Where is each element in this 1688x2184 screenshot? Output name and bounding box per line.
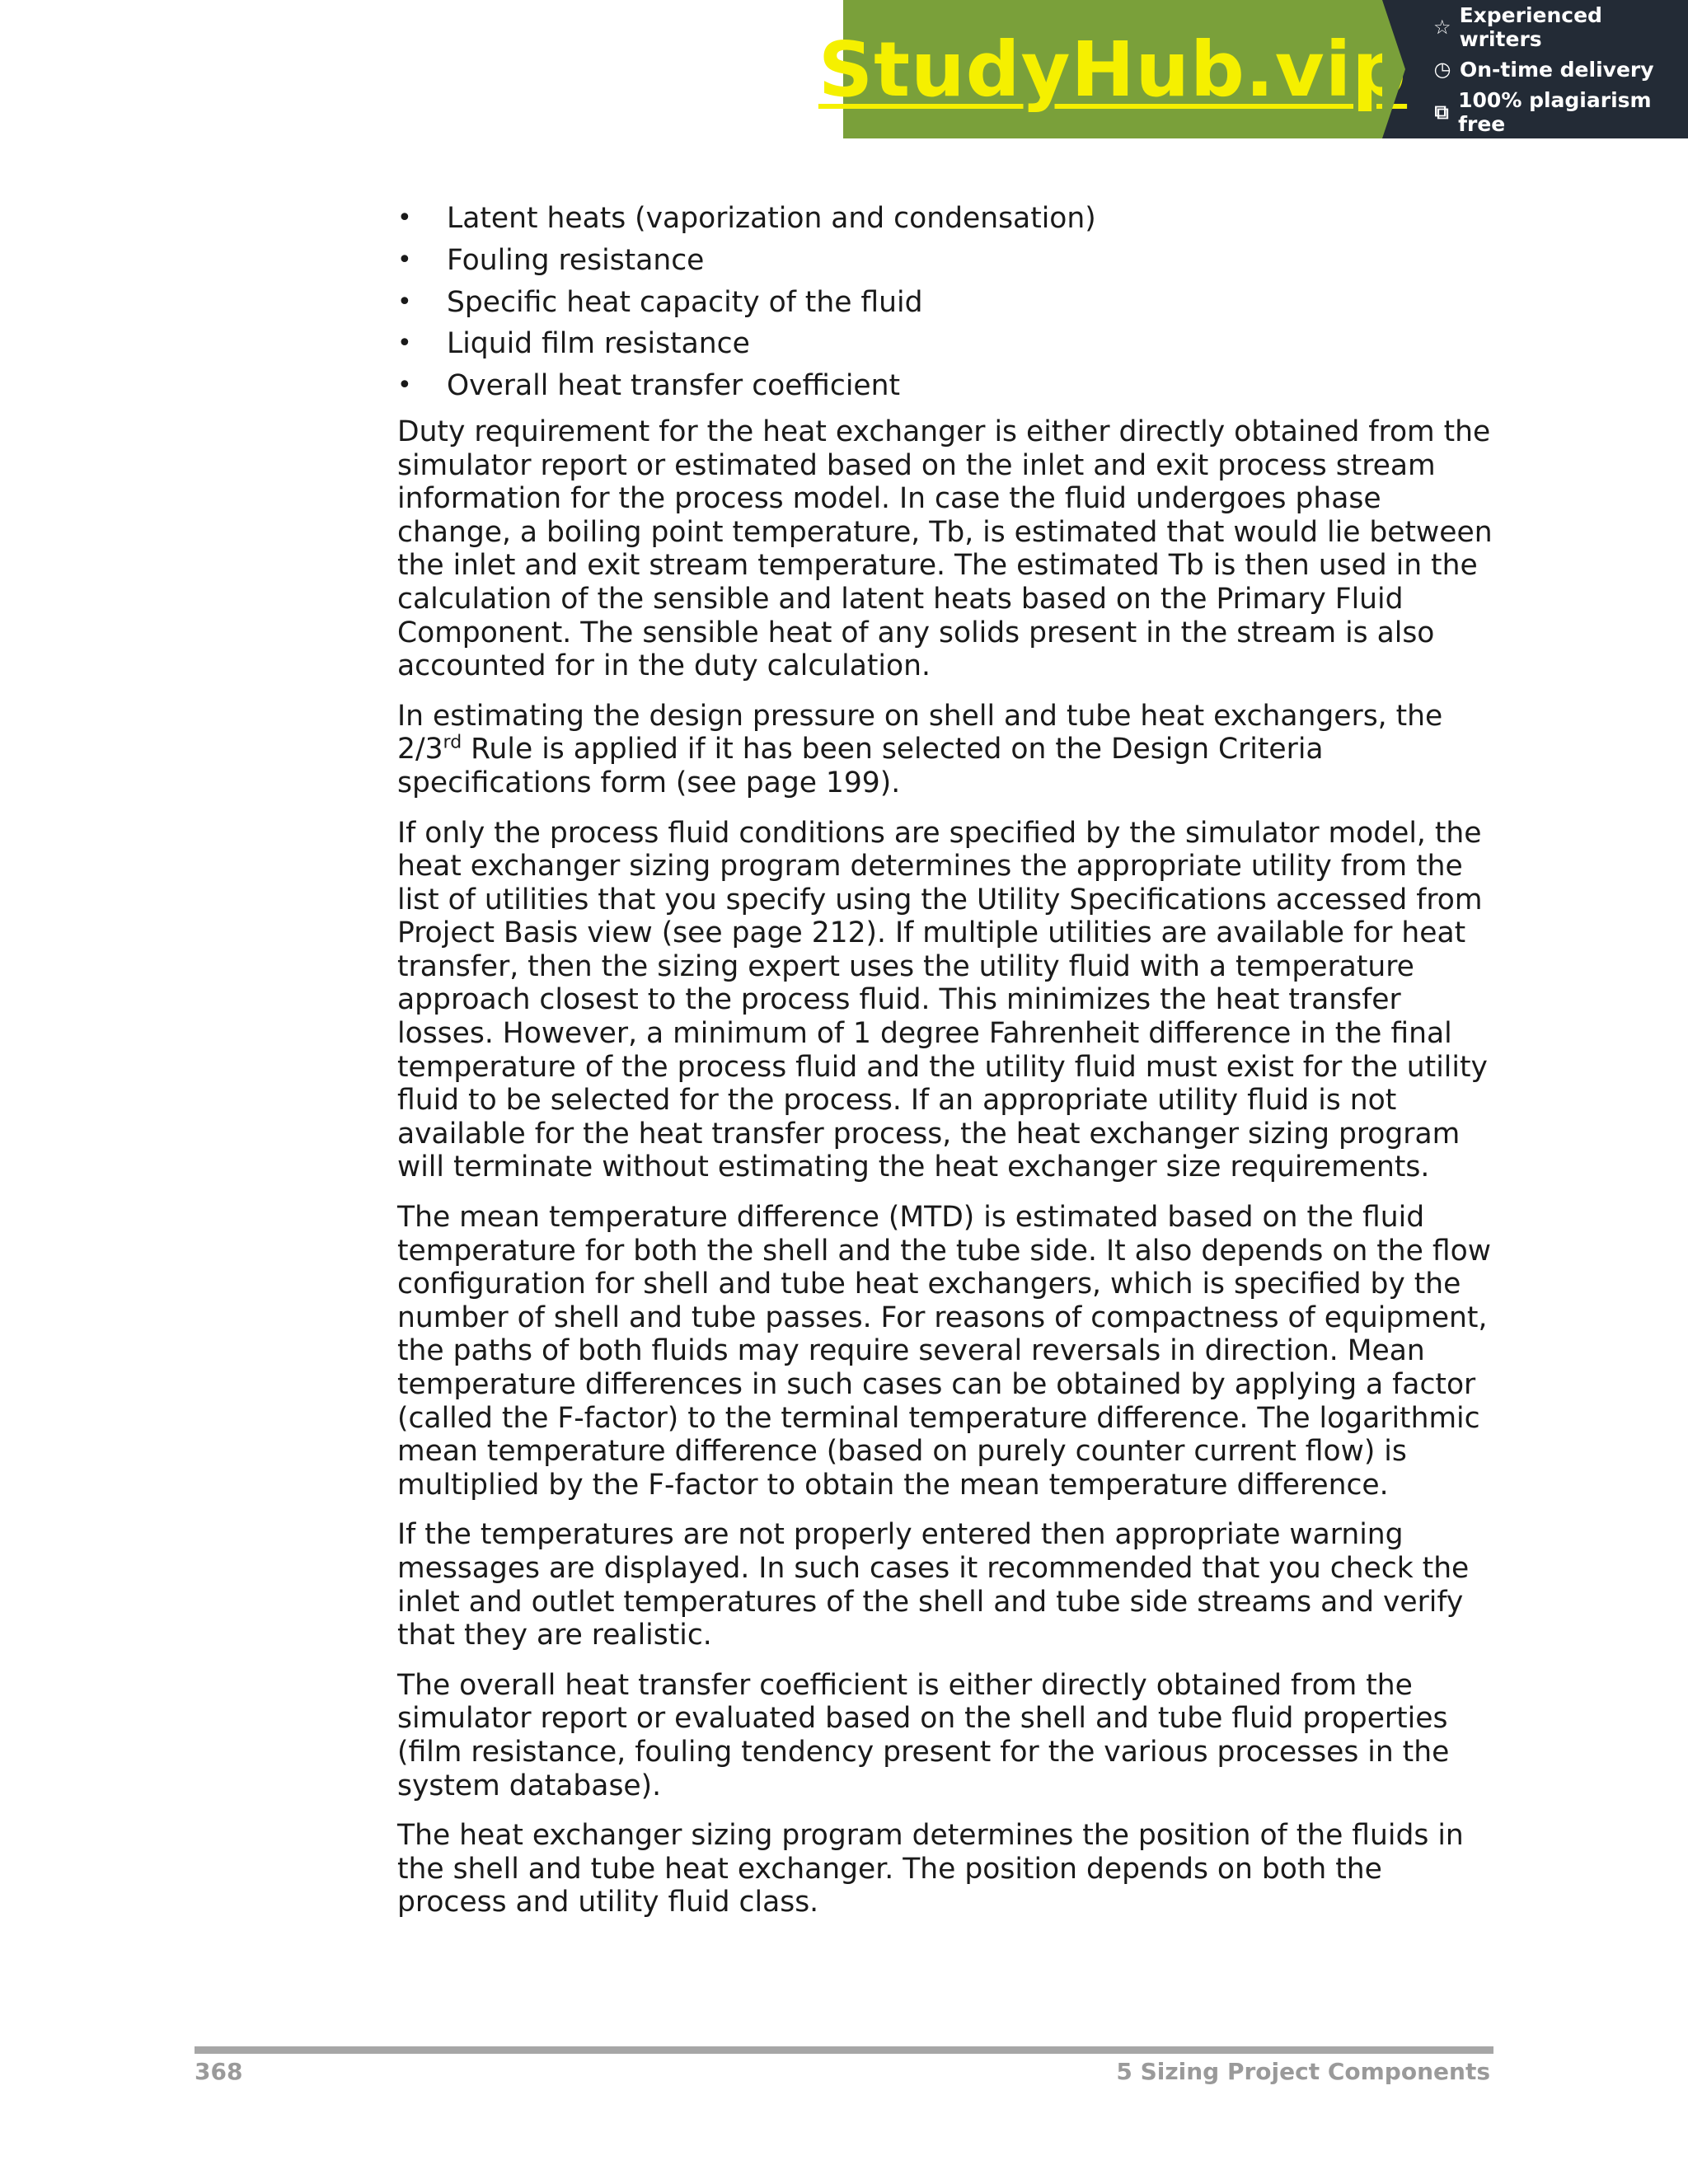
list-item: • Specific heat capacity of the fluid	[397, 282, 1493, 324]
clock-icon: ◷	[1433, 58, 1451, 81]
logo-text: StudyHub.vip	[818, 25, 1408, 114]
bullet-icon: •	[397, 329, 412, 359]
feature-experienced-writers	[1432, 3, 1688, 51]
paragraph-warning-messages: If the temperatures are not properly entered then appropriate warning messages are displayed. In such cases it recommended that you check the inlet and outlet temperatures of the shell and tube side streams and verify that they are realistic.	[397, 1518, 1470, 1652]
document-body	[397, 198, 1493, 1936]
paragraph-duty-requirement: Duty requirement for the heat exchanger is either directly obtained from the simulator report or estimated based on the inlet and exit process stream information for the process model. In case the fluid undergoes phase change, a boiling point temperature, Tb, is estimated that would lie between the inlet and exit stream temperature. The estimated Tb is then used in the calculation of the sensible and latent heats based on the Primary Fluid Component. The sensible heat of any solids present in the stream is also accounted for in the duty calculation.	[397, 415, 1493, 683]
page-footer	[195, 2058, 1490, 2085]
paragraph-overall-coefficient: The overall heat transfer coefficient is either directly obtained from the simulator report or evaluated based on the shell and tube fluid properties (film resistance, fouling tendency present for the various processes in the system database).	[397, 1668, 1450, 1802]
feature-label: On-time delivery	[1460, 57, 1654, 82]
factor-list	[397, 198, 1493, 407]
list-item: • Latent heats (vaporization and condensation)	[397, 198, 1493, 240]
bullet-icon: •	[397, 245, 412, 274]
paragraph-design-pressure: In estimating the design pressure on shell and tube heat exchangers, the 2/3rd Rule is applied if it has been selected on the Design Criteria specifications form (see page 199).	[397, 699, 1443, 799]
feature-label: 100% plagiarism free	[1458, 87, 1652, 136]
list-item: • Overall heat transfer coefficient	[397, 365, 1493, 407]
banner-arrow-divider	[1382, 0, 1405, 138]
bullet-icon: •	[397, 204, 412, 232]
list-item: • Liquid film resistance	[397, 323, 1493, 365]
paragraph-utility-selection: If only the process fluid conditions are specified by the simulator model, the heat exchanger sizing program determines the appropriate utility from the list of utilities that you specify using the Utility Specifications accessed from Project Basis view (see page 212). If multiple utilities are available for heat transfer, then the sizing expert uses the utility fluid with a temperature approach closest to the process fluid. This minimizes the heat transfer losses. However, a minimum of 1 degree Fahrenheit difference in the final temperature of the process fluid and the utility fluid must exist for the utility fluid to be selected for the process. If an appropriate utility fluid is not available for the heat transfer process, the heat exchanger sizing program will terminate without estimating the heat exchanger size requirements.	[397, 816, 1488, 1184]
banner-features	[1382, 0, 1688, 138]
copy-icon: ⧉	[1434, 100, 1449, 124]
bullet-icon: •	[397, 287, 412, 316]
bullet-icon: •	[397, 371, 412, 401]
footer-divider	[195, 2046, 1493, 2054]
section-title: 5 Sizing Project Components	[1116, 2058, 1490, 2085]
paragraph-mean-temperature-difference: The mean temperature difference (MTD) is estimated based on the fluid temperature for both the shell and the tube side. It also depends on the flow configuration for shell and tube heat exchangers, which is specified by the number of shell and tube passes. For reasons of compactness of equipment, the paths of both fluids may require several reversals in direction. Mean temperature differences in such cases can be obtained by applying a factor (called the F-factor) to the terminal temperature difference. The logarithmic mean temperature difference (based on purely counter current flow) is multiplied by the F-factor to obtain the mean temperature difference.	[397, 1201, 1491, 1502]
feature-label: Experienced writers	[1459, 2, 1602, 51]
list-item: • Fouling resistance	[397, 240, 1493, 282]
feature-on-time-delivery	[1432, 58, 1688, 82]
page-number: 368	[195, 2058, 243, 2085]
promo-banner[interactable]	[818, 0, 1688, 138]
star-icon: ☆	[1433, 15, 1451, 39]
feature-plagiarism-free	[1432, 88, 1688, 136]
studyhub-logo[interactable]	[818, 0, 1408, 138]
paragraph-fluid-position: The heat exchanger sizing program determines the position of the fluids in the shell and tube heat exchanger. The position depends on both the process and utility fluid class.	[397, 1819, 1464, 1919]
